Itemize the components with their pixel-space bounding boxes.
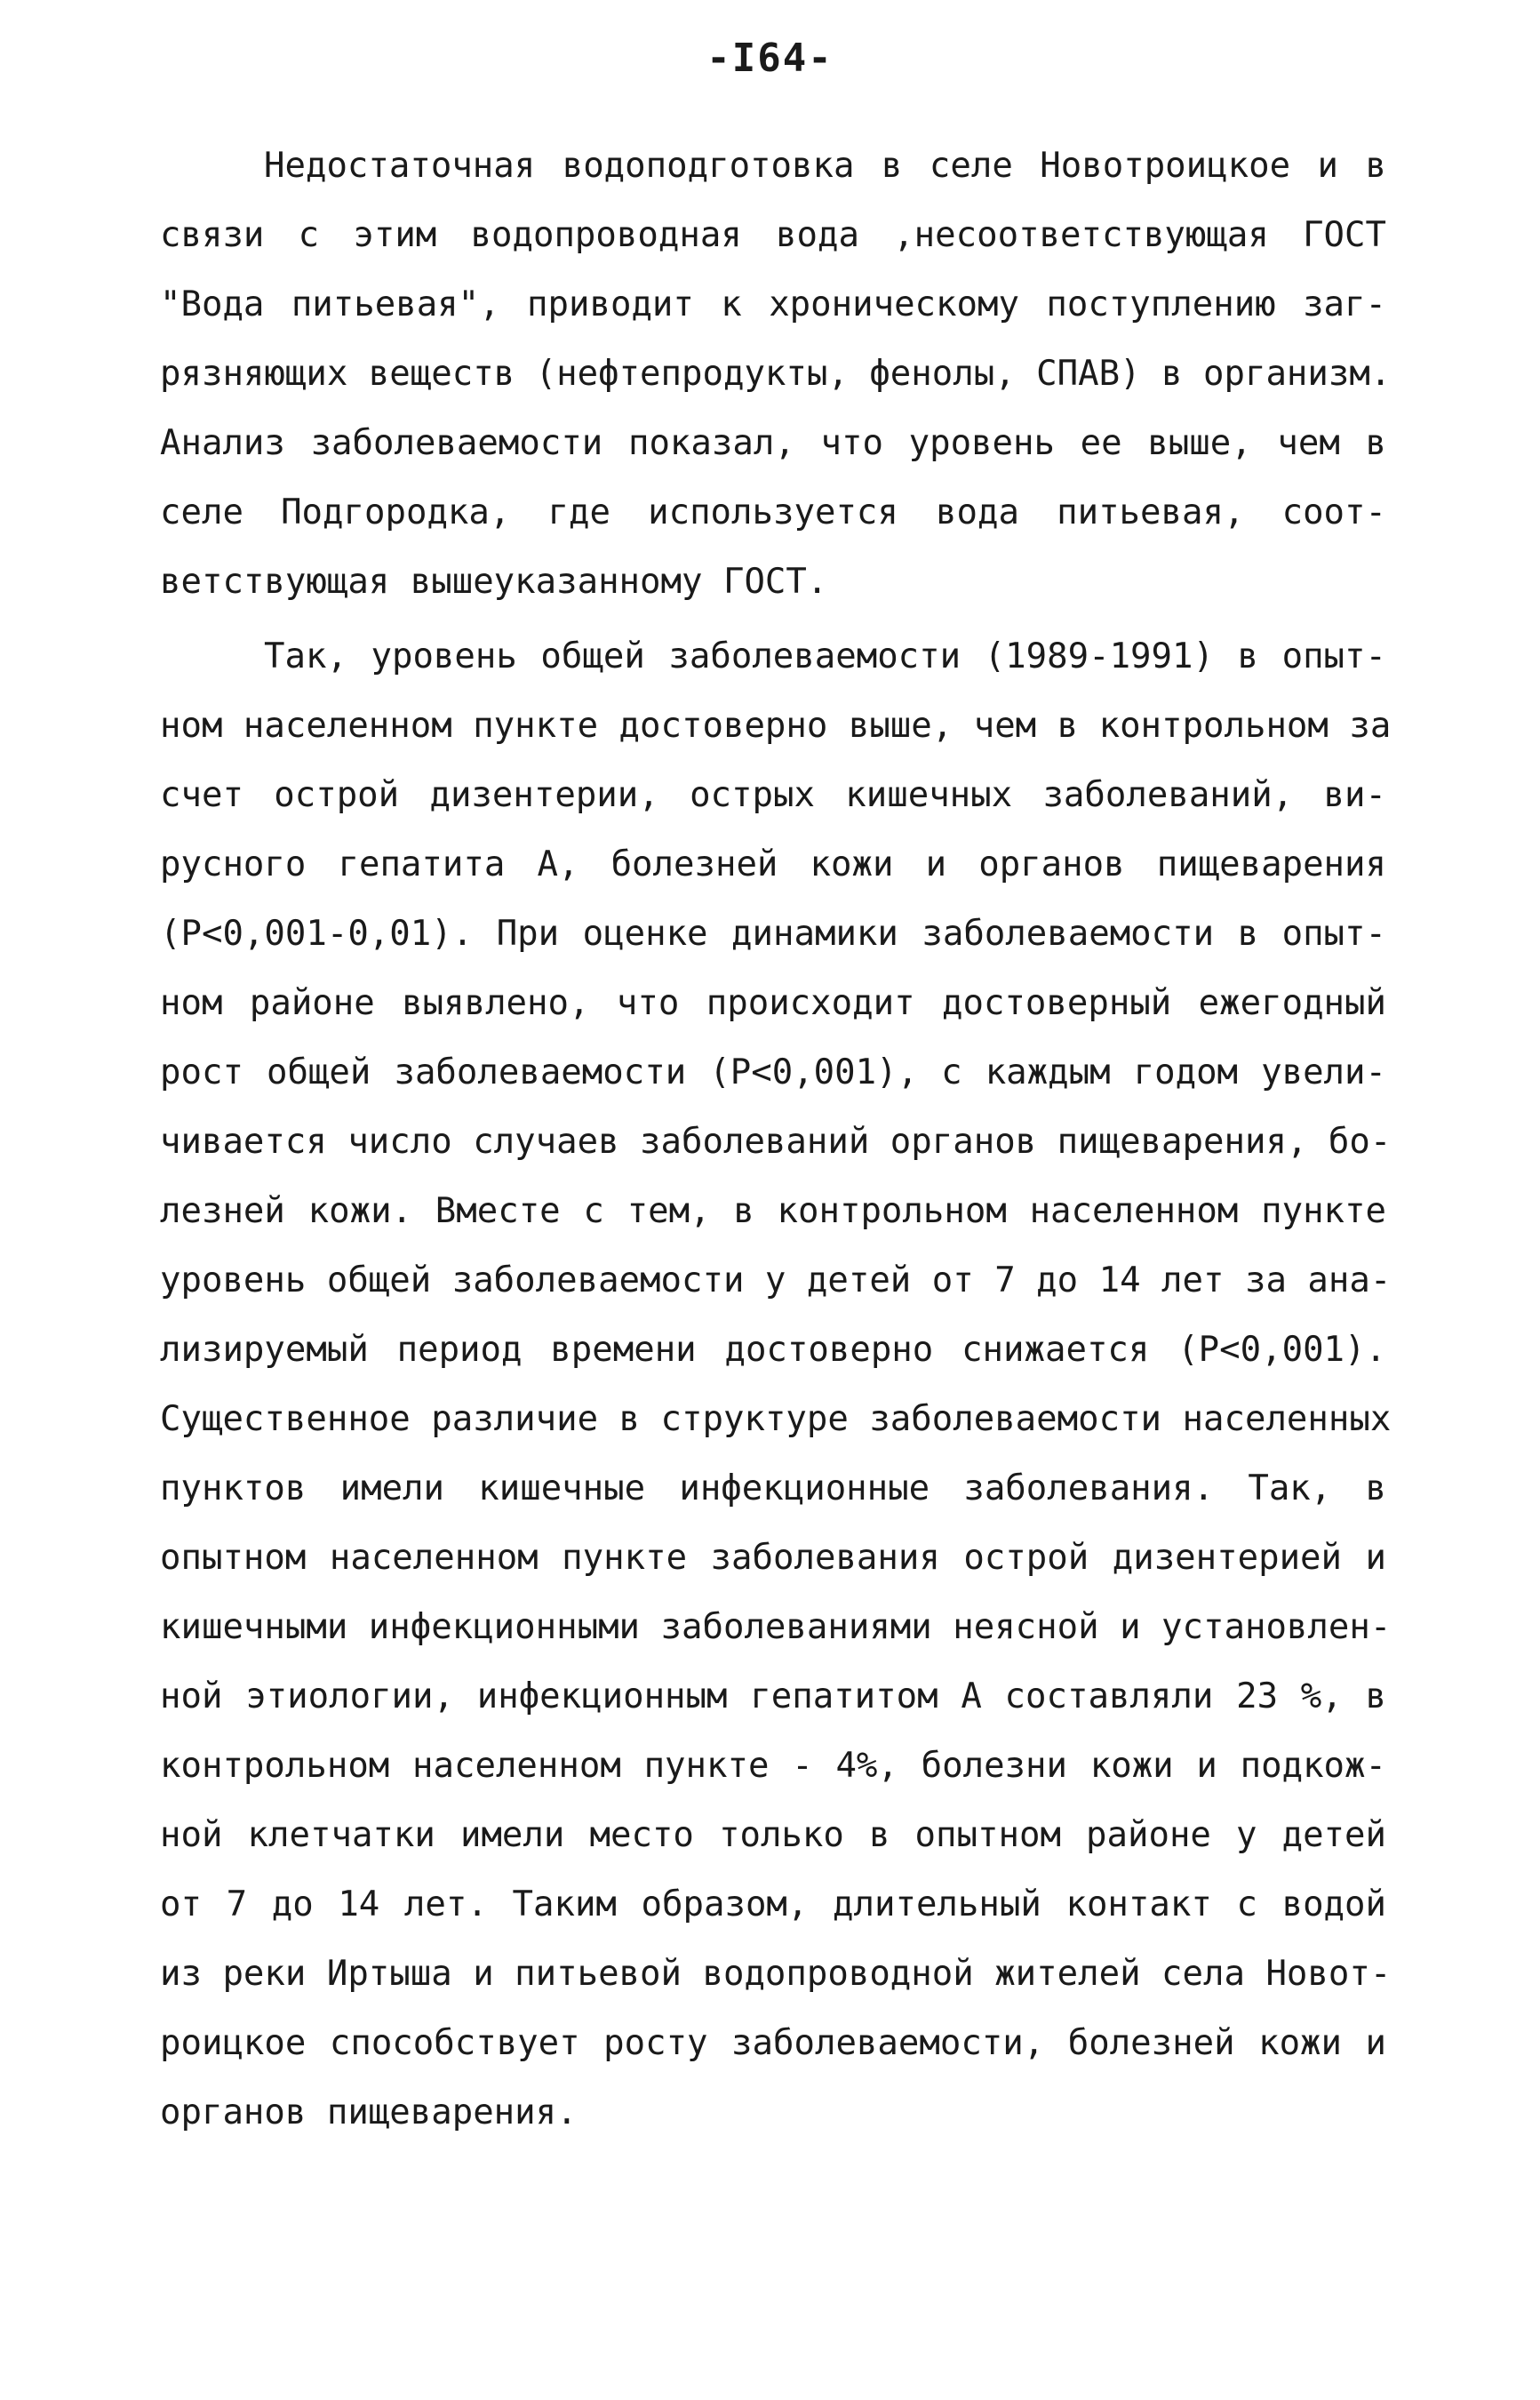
text-line: кишечными инфекционными заболеваниями неясной и установлен-	[160, 1607, 1392, 1647]
text-line: Анализ заболеваемости показал, что уровень ее выше, чем в	[160, 423, 1386, 463]
text-line: Так, уровень общей заболеваемости (1989-1991) в опыт-	[264, 636, 1386, 676]
text-line: ной этиологии, инфекционным гепатитом А составляли 23 %, в	[160, 1676, 1386, 1716]
text-line: опытном населенном пункте заболевания острой дизентерией и	[160, 1538, 1386, 1578]
text-line: селе Подгородка, где используется вода питьевая, соот-	[160, 492, 1386, 532]
text-line: Существенное различие в структуре заболеваемости населенных	[160, 1399, 1392, 1439]
text-line: рост общей заболеваемости (Р<0,001), с каждым годом увели-	[160, 1052, 1386, 1092]
text-line: лизируемый период времени достоверно снижается (Р<0,001).	[160, 1330, 1386, 1370]
text-line: ном населенном пункте достоверно выше, чем в контрольном за	[160, 706, 1392, 746]
text-line: Недостаточная водоподготовка в селе Новотроицкое и в	[264, 146, 1386, 186]
text-line: "Вода питьевая", приводит к хроническому поступлению заг-	[160, 284, 1386, 324]
text-line: ной клетчатки имели место только в опытном районе у детей	[160, 1815, 1386, 1855]
text-line: из реки Иртыша и питьевой водопроводной жителей села Новот-	[160, 1954, 1392, 1994]
text-line: ветствующая вышеуказанному ГОСТ.	[160, 562, 828, 602]
text-line: от 7 до 14 лет. Таким образом, длительный контакт с водой	[160, 1884, 1386, 1924]
page-number: -I64-	[706, 36, 834, 81]
text-line: (Р<0,001-0,01). При оценке динамики заболеваемости в опыт-	[160, 914, 1386, 954]
text-line: ном районе выявлено, что происходит достоверный ежегодный	[160, 983, 1386, 1023]
text-line: рязняющих веществ (нефтепродукты, фенолы, СПАВ) в организм.	[160, 354, 1392, 394]
text-line: лезней кожи. Вместе с тем, в контрольном населенном пункте	[160, 1191, 1386, 1231]
paragraph-1	[160, 132, 1392, 617]
text-line: уровень общей заболеваемости у детей от 7 до 14 лет за ана-	[160, 1260, 1392, 1300]
text-line: счет острой дизентерии, острых кишечных заболеваний, ви-	[160, 775, 1386, 815]
text-line: пунктов имели кишечные инфекционные заболевания. Так, в	[160, 1468, 1386, 1508]
text-line: русного гепатита А, болезней кожи и органов пищеварения	[160, 844, 1386, 884]
text-line: контрольном населенном пункте - 4%, болезни кожи и подкож-	[160, 1746, 1386, 1786]
text-line: чивается число случаев заболеваний органов пищеварения, бо-	[160, 1122, 1392, 1162]
text-line: органов пищеварения.	[160, 2092, 578, 2132]
paragraph-2	[160, 622, 1392, 2148]
text-line: роицкое способствует росту заболеваемости, болезней кожи и	[160, 2023, 1386, 2063]
text-line: связи с этим водопроводная вода ,несоответствующая ГОСТ	[160, 215, 1386, 255]
